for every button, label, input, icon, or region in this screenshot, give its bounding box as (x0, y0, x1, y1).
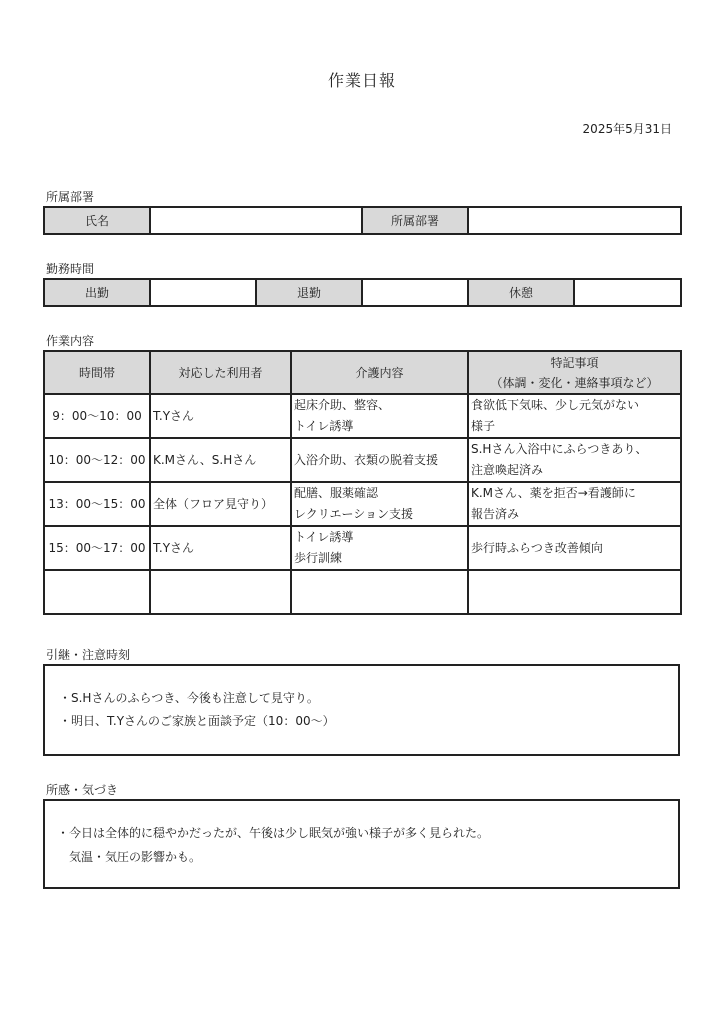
page-title: 作業日報 (327, 71, 396, 90)
department-table (43, 206, 682, 235)
table-row (44, 570, 681, 614)
clock-out-field[interactable] (362, 279, 468, 306)
note-line: 報告済み (471, 507, 520, 521)
clock-in-label: 出勤 (44, 279, 150, 306)
user-cell[interactable]: T.Yさん (150, 526, 291, 570)
note-line: S.Hさん入浴中にふらつきあり、 (471, 442, 648, 456)
report-date: 2025年5月31日 (582, 122, 672, 136)
handover-box[interactable] (43, 664, 680, 756)
section-heading-work-content: 作業内容 (46, 334, 95, 348)
care-line: 入浴介助、衣類の脱着支援 (294, 452, 439, 467)
header-user: 対応した利用者 (150, 351, 291, 394)
impressions-box[interactable] (43, 799, 680, 889)
care-line: レクリエーション支援 (294, 507, 414, 521)
break-label: 休憩 (468, 279, 574, 306)
header-notes-line1: 特記事項 (550, 355, 599, 370)
note-line: K.Mさん、薬を拒否→看護師に (471, 486, 636, 500)
care-cell[interactable] (291, 570, 468, 614)
handover-line: ・明日、T.Yさんのご家族と面談予定（10：00〜） (59, 714, 335, 728)
time-cell[interactable] (44, 570, 150, 614)
care-line: トイレ誘導 (294, 419, 354, 433)
care-cell[interactable] (291, 526, 468, 570)
table-row (44, 526, 681, 570)
table-row (44, 482, 681, 526)
care-line: 歩行訓練 (294, 551, 343, 565)
note-cell[interactable] (468, 394, 681, 438)
note-line: 注意喚起済み (471, 463, 544, 477)
time-cell[interactable]: 10：00〜12：00 (44, 438, 150, 482)
section-heading-impressions: 所感・気づき (46, 783, 119, 797)
user-cell[interactable] (150, 570, 291, 614)
section-heading-department: 所属部署 (46, 190, 95, 204)
time-cell[interactable]: 13：00〜15：00 (44, 482, 150, 526)
handover-line: ・S.Hさんのふらつき、今後も注意して見守り。 (59, 691, 319, 705)
section-heading-work-hours: 勤務時間 (46, 262, 95, 276)
clock-out-label: 退勤 (256, 279, 362, 306)
impressions-line: 気温・気圧の影響かも。 (57, 850, 202, 864)
care-line: トイレ誘導 (294, 530, 354, 544)
note-cell[interactable] (468, 526, 681, 570)
break-field[interactable] (574, 279, 681, 306)
header-care: 介護内容 (291, 351, 468, 394)
name-field[interactable] (150, 207, 362, 234)
header-time: 時間帯 (44, 351, 150, 394)
table-row (44, 394, 681, 438)
note-line: 様子 (471, 419, 496, 433)
section-heading-handover: 引継・注意時刻 (46, 648, 131, 662)
care-line: 起床介助、整容、 (294, 398, 391, 412)
impressions-line: ・今日は全体的に穏やかだったが、午後は少し眠気が強い様子が多く見られた。 (57, 826, 490, 840)
work-hours-table (43, 278, 682, 307)
department-field[interactable] (468, 207, 681, 234)
care-line: 配膳、服薬確認 (294, 486, 379, 500)
care-cell[interactable] (291, 394, 468, 438)
header-notes (468, 351, 681, 394)
table-row (44, 438, 681, 482)
department-label: 所属部署 (362, 207, 468, 234)
note-cell[interactable] (468, 482, 681, 526)
time-cell[interactable]: 9：00〜10：00 (44, 394, 150, 438)
care-cell[interactable] (291, 482, 468, 526)
name-label: 氏名 (44, 207, 150, 234)
care-cell[interactable] (291, 438, 468, 482)
note-line: 食欲低下気味、少し元気がない (471, 398, 640, 412)
note-line: 歩行時ふらつき改善傾向 (471, 540, 603, 555)
note-cell[interactable] (468, 570, 681, 614)
time-cell[interactable]: 15：00〜17：00 (44, 526, 150, 570)
user-cell[interactable]: K.Mさん、S.Hさん (150, 438, 291, 482)
work-content-table (43, 350, 682, 615)
user-cell[interactable]: 全体（フロア見守り） (150, 482, 291, 526)
clock-in-field[interactable] (150, 279, 256, 306)
header-notes-line2: （体調・変化・連絡事項など） (490, 375, 659, 390)
user-cell[interactable]: T.Yさん (150, 394, 291, 438)
note-cell[interactable] (468, 438, 681, 482)
